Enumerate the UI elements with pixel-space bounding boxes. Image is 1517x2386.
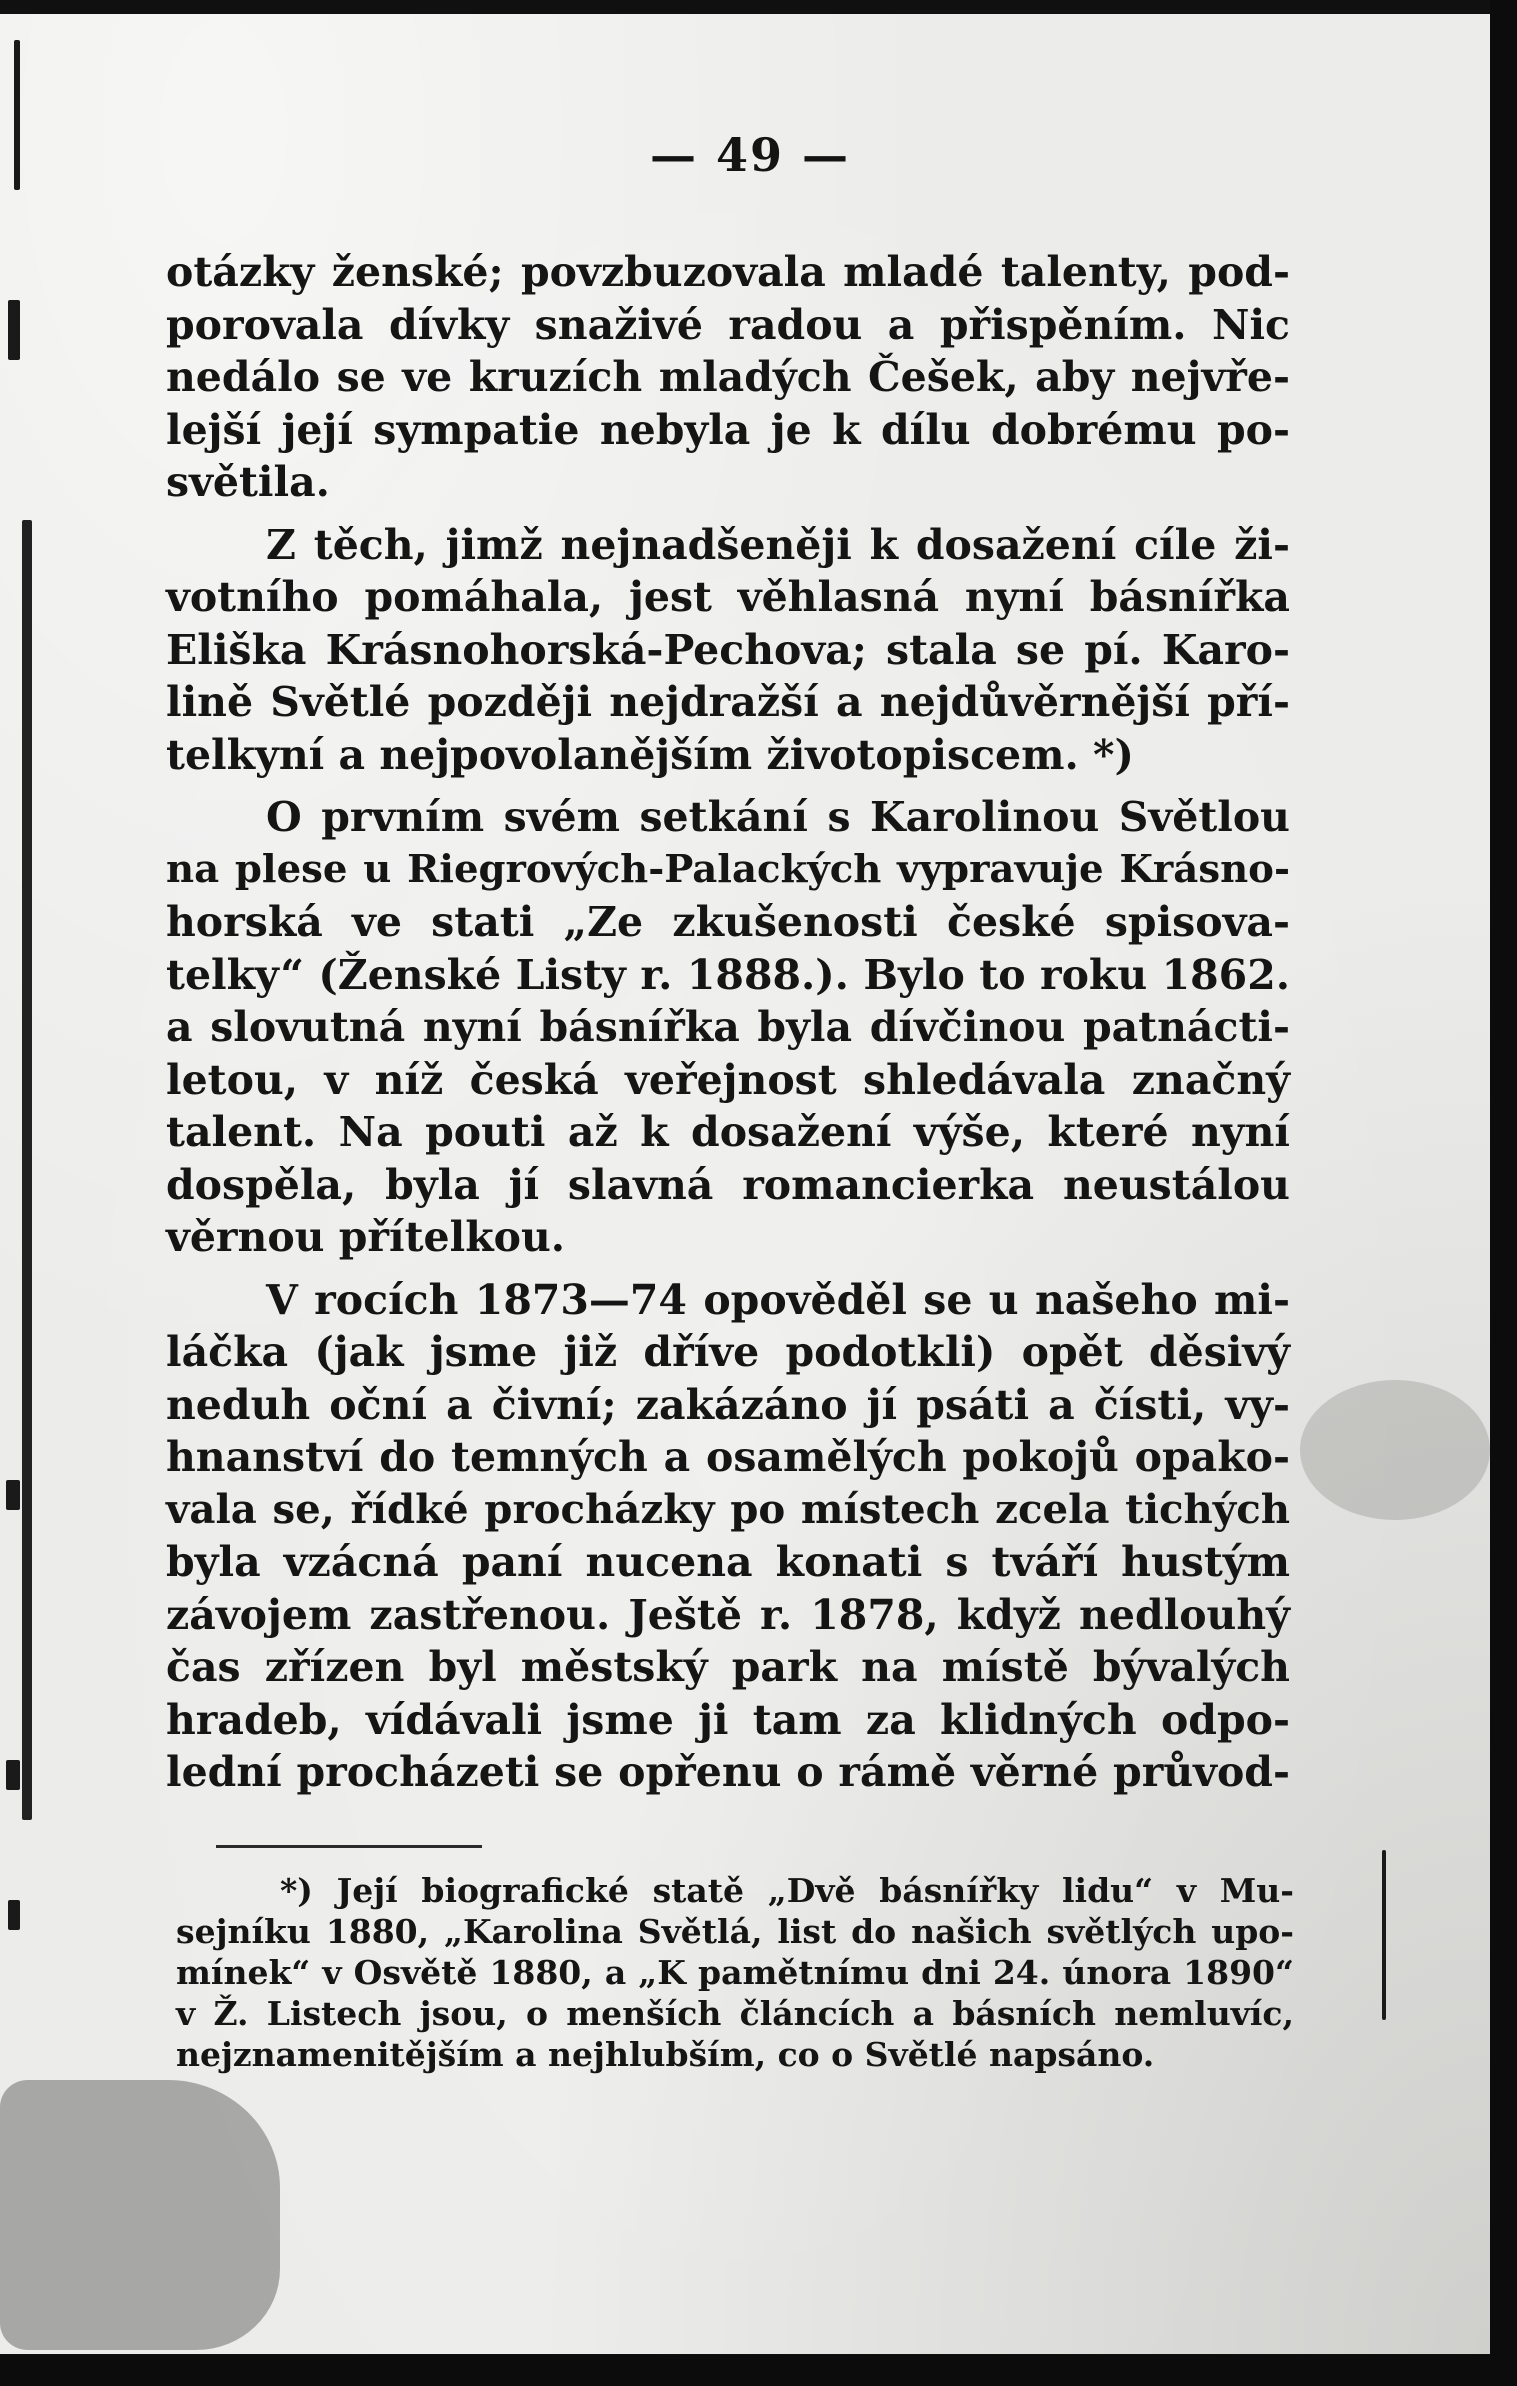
paragraph-3 — [166, 791, 1290, 1264]
scan-stain — [0, 2080, 280, 2350]
text-line: porovala dívky snaživé radou a přispěním. Nic — [166, 300, 1290, 349]
text-line: Eliška Krásnohorská-Pechova; stala se pí. Karo- — [166, 625, 1290, 674]
paragraph-4 — [166, 1274, 1290, 1799]
binding-mark — [6, 1480, 20, 1510]
binding-mark — [6, 1760, 20, 1790]
text-line: nedálo se ve kruzích mladých Češek, aby nejvře- — [166, 353, 1290, 401]
text-line: vala se, řídké procházky po místech zcela tichých — [166, 1485, 1290, 1533]
text-line: a slovutná nyní básnířka byla dívčinou patnácti- — [166, 1003, 1290, 1051]
paragraph-2 — [166, 519, 1290, 782]
text-line: hradeb, vídávali jsme ji tam za klidných odpo- — [166, 1695, 1290, 1744]
text-line: lině Světlé později nejdražší a nejdůvěrnější pří- — [166, 678, 1290, 726]
text-line: telky“ (Ženské Listy r. 1888.). Bylo to roku 1862. — [166, 950, 1290, 999]
text-line: čas zřízen byl městský park na místě bývalých — [166, 1643, 1290, 1691]
text-line: O prvním svém setkání s Karolinou Světlou — [266, 793, 1290, 841]
page-number: — 49 — — [649, 128, 851, 182]
binding-mark — [22, 520, 32, 1820]
footnote-line: nejznamenitějším a nejhlubším, co o Světlé napsáno. — [176, 2035, 1155, 2074]
text-line: dospěla, byla jí slavná romancierka neustálou — [166, 1160, 1290, 1209]
binding-mark — [8, 300, 20, 360]
text-line: otázky ženské; povzbuzovala mladé talenty, pod- — [166, 248, 1290, 296]
text-line: letou, v níž česká veřejnost shledávala značný — [166, 1055, 1290, 1104]
scan-stain — [1300, 1380, 1490, 1520]
text-line: láčka (jak jsme již dříve podotkli) opět děsivý — [166, 1328, 1290, 1376]
body-text — [166, 246, 1290, 1809]
footnote-line: v Ž. Listech jsou, o menších článcích a básních nemluvíc, — [176, 1994, 1294, 2033]
text-line: votního pomáhala, jest věhlasná nyní básnířka — [166, 573, 1290, 621]
paragraph-1 — [166, 246, 1290, 509]
text-line: horská ve stati „Ze zkušenosti české spisova- — [166, 898, 1290, 946]
text-line: hnanství do temných a osamělých pokojů opako- — [166, 1433, 1290, 1481]
scan-edge-right — [1490, 0, 1517, 2386]
text-line: byla vzácná paní nucena konati s tváří hustým — [166, 1538, 1290, 1586]
text-line: Z těch, jimž nejnadšeněji k dosažení cíle ži- — [266, 520, 1290, 569]
text-line: lední procházeti se opřenu o rámě věrné průvod- — [166, 1748, 1290, 1796]
scan-edge-bottom — [0, 2355, 1517, 2386]
text-line: neduh oční a čivní; zakázáno jí psáti a čísti, vy- — [166, 1380, 1290, 1429]
binding-mark — [1382, 1850, 1386, 2020]
text-line: V rocích 1873—74 opověděl se u našeho mi- — [266, 1275, 1290, 1324]
text-line: talent. Na pouti až k dosažení výše, které nyní — [166, 1108, 1290, 1156]
footnote — [176, 1870, 1294, 2075]
text-line: světila. — [166, 458, 330, 506]
text-line: věrnou přítelkou. — [166, 1213, 566, 1261]
text-line: závojem zastřenou. Ještě r. 1878, když nedlouhý — [166, 1590, 1290, 1639]
binding-mark — [8, 1900, 20, 1930]
footnote-line: sejníku 1880, „Karolina Světlá, list do našich světlých upo- — [176, 1912, 1294, 1951]
footnote-line: *) Její biografické statě „Dvě básnířky lidu“ v Mu- — [280, 1871, 1294, 1910]
text-line: telkyní a nejpovolanějším životopiscem. *) — [166, 730, 1134, 779]
footnote-line: mínek“ v Osvětě 1880, a „K pamětnímu dni 24. února 1890“ — [176, 1953, 1294, 1992]
text-line: na plese u Riegrových-Palackých vypravuje Krásno- — [166, 846, 1290, 892]
text-line: lejší její sympatie nebyla je k dílu dobrému po- — [166, 405, 1290, 454]
footnote-separator — [216, 1845, 482, 1848]
